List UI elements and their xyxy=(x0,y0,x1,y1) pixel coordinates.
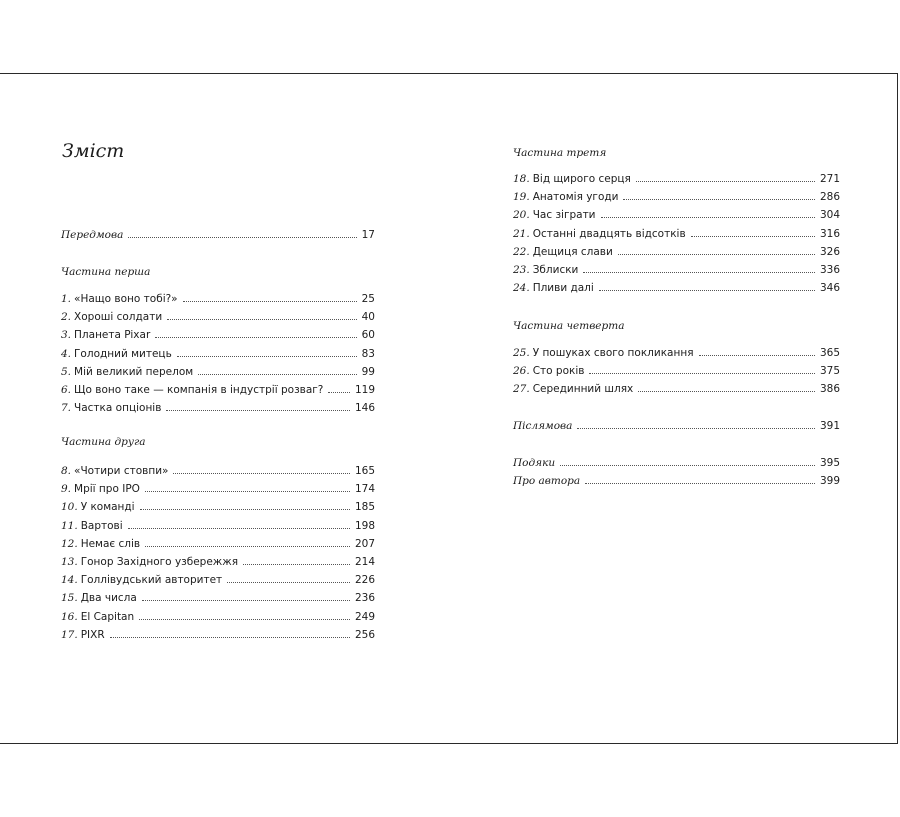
entry-title: Подяки xyxy=(513,457,556,469)
entry-number: 5. xyxy=(61,365,72,378)
dot-leader xyxy=(638,380,815,392)
entry-page: 226 xyxy=(354,574,375,587)
entry-page: 375 xyxy=(819,365,840,378)
toc-entry[interactable] xyxy=(61,553,375,571)
part-heading: Частина друга xyxy=(61,436,146,448)
part-heading: Частина третя xyxy=(513,147,607,159)
entry-number: 15. xyxy=(61,592,78,605)
entry-number: 25. xyxy=(513,347,530,359)
entry-page: 395 xyxy=(819,457,840,469)
entry-number: 11. xyxy=(61,519,78,532)
entry-number: 14. xyxy=(61,574,78,587)
entry-title: Немає слів xyxy=(80,537,141,550)
dot-leader xyxy=(139,608,350,620)
toc-afterword xyxy=(513,417,840,435)
entry-number: 23. xyxy=(513,264,530,277)
entry-page: 399 xyxy=(819,475,840,488)
entry-number: 22. xyxy=(513,245,530,258)
toc-back-matter xyxy=(513,454,840,490)
entry-number: 4. xyxy=(61,347,72,360)
entry-page: 214 xyxy=(354,556,375,569)
entry-title: У команді xyxy=(80,501,135,514)
dot-leader xyxy=(140,498,350,510)
entry-title: Анатомія угоди xyxy=(532,191,619,204)
entry-page: 17 xyxy=(361,229,375,241)
entry-page: 146 xyxy=(354,402,375,415)
dot-leader xyxy=(183,290,357,302)
entry-number: 16. xyxy=(61,610,78,623)
entry-number: 18. xyxy=(513,173,530,185)
toc-entry[interactable] xyxy=(61,399,375,417)
toc-entry[interactable] xyxy=(513,279,840,297)
toc-entry[interactable] xyxy=(513,380,840,398)
entry-title: Серединний шлях xyxy=(532,383,634,396)
entry-title: Голлівудський авторитет xyxy=(80,574,223,587)
toc-entry[interactable] xyxy=(61,571,375,589)
dot-leader xyxy=(243,553,350,565)
entry-page: 286 xyxy=(819,191,840,204)
entry-page: 60 xyxy=(361,329,375,342)
page-title: Зміст xyxy=(62,140,125,162)
entry-title: Післямова xyxy=(513,420,573,432)
toc-part-3 xyxy=(513,170,840,297)
entry-page: 365 xyxy=(819,347,840,359)
dot-leader xyxy=(589,362,815,374)
entry-title: Зблиски xyxy=(532,264,579,277)
toc-entry[interactable] xyxy=(61,517,375,535)
dot-leader xyxy=(699,344,815,356)
toc-entry[interactable] xyxy=(513,225,840,243)
dot-leader xyxy=(155,326,356,338)
entry-page: 198 xyxy=(354,519,375,532)
entry-page: 236 xyxy=(354,592,375,605)
dot-leader xyxy=(166,399,350,411)
entry-page: 83 xyxy=(361,347,375,360)
entry-title: Мрії про IPO xyxy=(74,483,140,496)
dot-leader xyxy=(145,535,350,547)
toc-entry-acknowledgments[interactable] xyxy=(513,454,840,472)
toc-entry-about-author[interactable] xyxy=(513,472,840,490)
toc-entry[interactable] xyxy=(61,498,375,516)
entry-title: Частка опціонів xyxy=(74,402,162,415)
entry-number: 3. xyxy=(61,329,72,342)
dot-leader xyxy=(599,279,815,291)
toc-entry[interactable] xyxy=(61,308,375,326)
dot-leader xyxy=(691,225,815,237)
toc-part-1-label xyxy=(61,264,375,280)
toc-entry[interactable] xyxy=(513,170,840,188)
entry-number: 21. xyxy=(513,227,530,240)
entry-title: El Capitan xyxy=(80,610,135,623)
entry-number: 1. xyxy=(61,293,72,305)
toc-entry[interactable] xyxy=(513,188,840,206)
dot-leader xyxy=(328,381,350,393)
dot-leader xyxy=(227,571,350,583)
entry-title: Від щирого серця xyxy=(532,173,631,185)
entry-number: 2. xyxy=(61,311,72,324)
entry-page: 304 xyxy=(819,209,840,222)
dot-leader xyxy=(110,626,350,638)
entry-number: 19. xyxy=(513,191,530,204)
entry-page: 256 xyxy=(354,628,375,641)
toc-entry[interactable] xyxy=(61,589,375,607)
toc-entry[interactable] xyxy=(513,243,840,261)
dot-leader xyxy=(577,417,815,429)
dot-leader xyxy=(177,345,357,357)
toc-part-3-label xyxy=(513,145,840,161)
toc-entry[interactable] xyxy=(61,626,375,644)
dot-leader xyxy=(145,480,350,492)
entry-page: 25 xyxy=(361,293,375,305)
entry-number: 27. xyxy=(513,383,530,396)
entry-title: Останні двадцять відсотків xyxy=(532,227,686,240)
dot-leader xyxy=(128,517,350,529)
entry-page: 185 xyxy=(354,501,375,514)
entry-page: 391 xyxy=(819,420,840,432)
entry-number: 8. xyxy=(61,465,72,477)
toc-entry-preface[interactable] xyxy=(61,226,375,244)
toc-entry-afterword[interactable] xyxy=(513,417,840,435)
entry-title: PIXR xyxy=(80,628,105,641)
entry-page: 165 xyxy=(354,465,375,477)
entry-number: 10. xyxy=(61,501,78,514)
entry-page: 119 xyxy=(354,384,375,397)
dot-leader xyxy=(128,226,356,238)
toc-part-1 xyxy=(61,290,375,417)
entry-page: 40 xyxy=(361,311,375,324)
entry-page: 271 xyxy=(819,173,840,185)
dot-leader xyxy=(618,243,815,255)
dot-leader xyxy=(585,472,815,484)
entry-number: 9. xyxy=(61,483,72,496)
entry-page: 316 xyxy=(819,227,840,240)
entry-number: 6. xyxy=(61,384,72,397)
toc-entry[interactable] xyxy=(61,462,375,480)
entry-title: Два числа xyxy=(80,592,137,605)
toc-entry[interactable] xyxy=(61,608,375,626)
entry-page: 386 xyxy=(819,383,840,396)
entry-title: Час зіграти xyxy=(532,209,596,222)
entry-title: Пливи далі xyxy=(532,282,594,295)
entry-page: 326 xyxy=(819,245,840,258)
entry-title: Передмова xyxy=(61,229,124,241)
toc-entry[interactable] xyxy=(61,326,375,344)
entry-number: 12. xyxy=(61,537,78,550)
dot-leader xyxy=(636,170,815,182)
toc-entry[interactable] xyxy=(513,344,840,362)
toc-part-2 xyxy=(61,462,375,644)
toc-entry[interactable] xyxy=(61,345,375,363)
entry-number: 13. xyxy=(61,556,78,569)
toc-part-4 xyxy=(513,344,840,399)
entry-title: Хороші солдати xyxy=(74,311,163,324)
toc-entry[interactable] xyxy=(61,535,375,553)
entry-title: «Нащо воно тобі?» xyxy=(74,293,178,305)
entry-number: 24. xyxy=(513,282,530,295)
entry-title: Дещиця слави xyxy=(532,245,613,258)
entry-page: 99 xyxy=(361,365,375,378)
toc-preface xyxy=(61,226,375,244)
entry-page: 174 xyxy=(354,483,375,496)
dot-leader xyxy=(560,454,815,466)
dot-leader xyxy=(601,206,815,218)
dot-leader xyxy=(623,188,814,200)
dot-leader xyxy=(142,589,350,601)
entry-title: Гонор Західного узбережжя xyxy=(80,556,239,569)
entry-number: 20. xyxy=(513,209,530,222)
entry-title: У пошуках свого покликання xyxy=(532,347,694,359)
entry-title: Мій великий перелом xyxy=(74,365,194,378)
toc-entry[interactable] xyxy=(513,362,840,380)
toc-entry[interactable] xyxy=(61,363,375,381)
entry-title: Вартові xyxy=(80,519,123,532)
toc-entry[interactable] xyxy=(61,290,375,308)
entry-title: Сто років xyxy=(532,365,585,378)
dot-leader xyxy=(198,363,356,375)
toc-entry[interactable] xyxy=(61,381,375,399)
toc-entry[interactable] xyxy=(61,480,375,498)
entry-page: 249 xyxy=(354,610,375,623)
entry-title: Про автора xyxy=(513,475,581,488)
toc-part-2-label xyxy=(61,434,375,450)
dot-leader xyxy=(583,261,815,273)
toc-entry[interactable] xyxy=(513,261,840,279)
part-heading: Частина четверта xyxy=(513,320,625,332)
toc-part-4-label xyxy=(513,318,840,334)
entry-page: 207 xyxy=(354,537,375,550)
entry-page: 346 xyxy=(819,282,840,295)
entry-title: «Чотири стовпи» xyxy=(74,465,169,477)
entry-page: 336 xyxy=(819,264,840,277)
dot-leader xyxy=(167,308,356,320)
toc-entry[interactable] xyxy=(513,206,840,224)
dot-leader xyxy=(173,462,349,474)
entry-title: Планета Pixar xyxy=(74,329,151,342)
part-heading: Частина перша xyxy=(61,266,151,278)
entry-title: Голодний митець xyxy=(74,347,172,360)
entry-number: 17. xyxy=(61,628,78,641)
entry-number: 7. xyxy=(61,402,72,415)
entry-number: 26. xyxy=(513,365,530,378)
entry-title: Що воно таке — компанія в індустрії розваг? xyxy=(74,384,324,397)
